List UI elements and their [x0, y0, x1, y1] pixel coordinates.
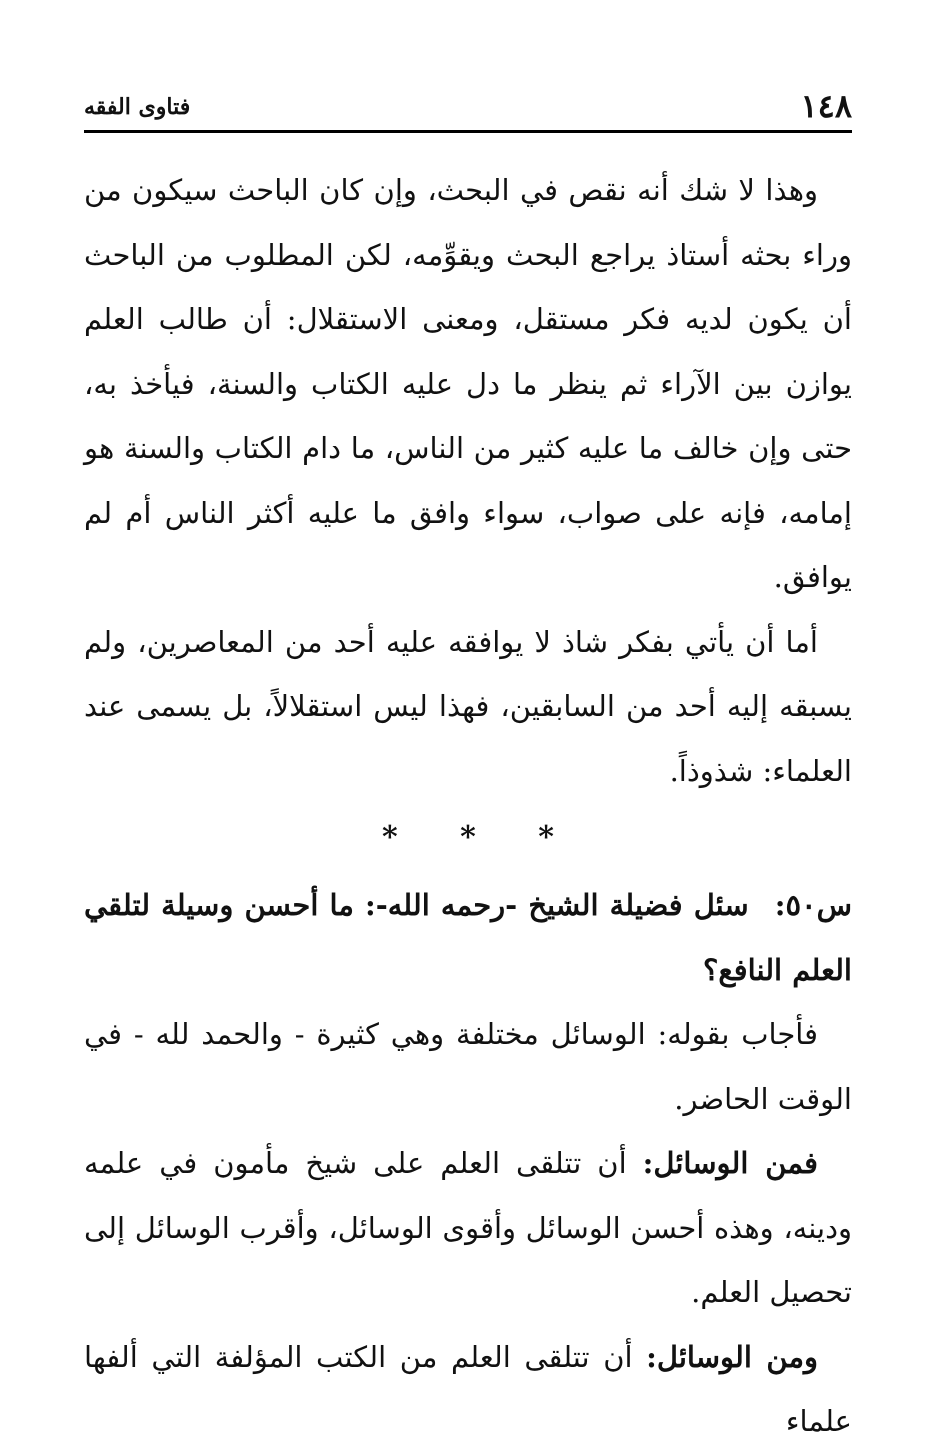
- means-lead-1: فمن الوسائل:: [642, 1146, 818, 1180]
- means-text-1: أن تتلقى العلم على شيخ مأمون في علمه ودينه، وهذه أحسن الوسائل وأقوى الوسائل، وأقرب الوسائل إلى تحصيل العلم.: [84, 1146, 852, 1309]
- header-rule: [84, 130, 852, 133]
- means-lead-2: ومن الوسائل:: [646, 1339, 819, 1374]
- question-text: سئل فضيلة الشيخ -رحمه الله-: ما أحسن وسيلة لتلقي العلم النافع؟: [84, 888, 852, 987]
- question-paragraph: [84, 873, 852, 1002]
- answer-intro: فأجاب بقوله: الوسائل مختلفة وهي كثيرة - والحمد لله - في الوقت الحاضر.: [84, 1017, 852, 1116]
- means-paragraph-1: [84, 1131, 852, 1325]
- paragraph-1: وهذا لا شك أنه نقص في البحث، وإن كان الباحث سيكون من وراء بحثه أستاذ يراجع البحث ويقوِّمه، لكن المطلوب من الباحث أن يكون لديه فكر مستقل، ومعنى الاستقلال: أن طالب العلم يوازن بين الآراء ثم ينظر ما دل عليه الكتاب والسنة، فيأخذ به، حتى وإن خالف ما عليه كثير من الناس، ما دام الكتاب والسنة هو إمامه، فإنه على صواب، سواء وافق ما عليه أكثر الناس أم لم يوافق.: [84, 173, 852, 594]
- means-text-2: أن تتلقى العلم من الكتب المؤلفة التي ألفها علماء: [84, 1339, 852, 1438]
- page-number: ١٤٨: [800, 87, 852, 125]
- page-header: [84, 86, 852, 130]
- means-paragraph-2: [84, 1325, 852, 1454]
- running-title: فتاوى الفقه: [84, 94, 191, 120]
- section-separator: * * *: [382, 820, 554, 855]
- paragraph-2: أما أن يأتي بفكر شاذ لا يوافقه عليه أحد من المعاصرين، ولم يسبقه إليه أحد من السابقين، فهذا ليس استقلالاً، بل يسمى عند العلماء: شذوذاً.: [84, 624, 852, 788]
- page-body: [84, 158, 852, 1454]
- question-number: س٥٠:: [774, 888, 852, 922]
